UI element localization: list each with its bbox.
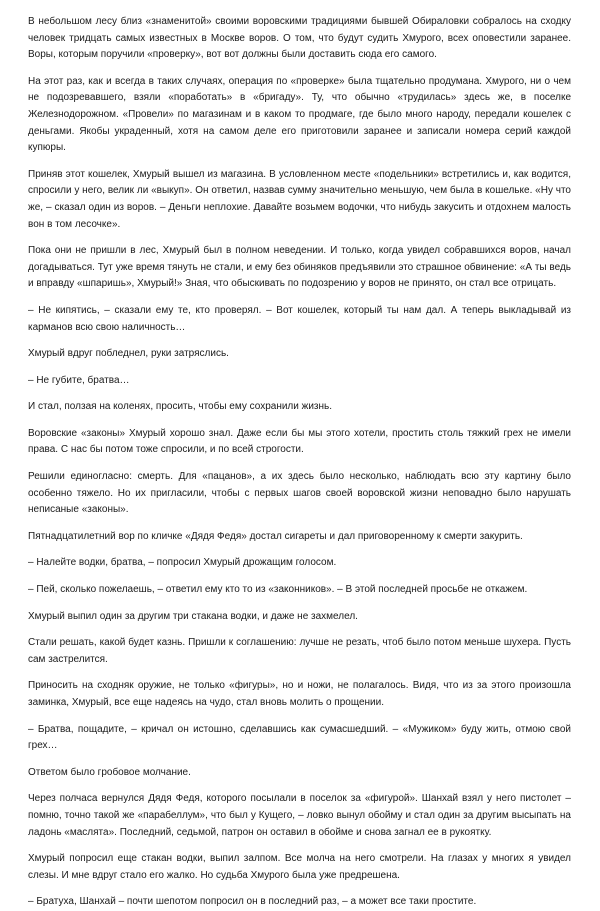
paragraph-2: На этот раз, как и всегда в таких случаях, операция по «проверке» была тщательно продумана. Хмурого, ни о чем не подозревавшего, взяли «поработать» в «бригаду». Ту, что обычно «трудилась» здесь же, в поселке Железнодорожном. «Провели» по магазинам и в каком то продмаге, где было много народу, передали кошелек с деньгами. Якобы украденный, хотя на самом деле его приготовили заранее и записали номера серий каждой купюры. bbox=[28, 75, 571, 154]
paragraph-14: Хмурый выпил один за другим три стакана водки, и даже не захмелел. bbox=[28, 610, 358, 622]
paragraph-8: И стал, ползая на коленях, просить, чтобы ему сохранили жизнь. bbox=[28, 401, 332, 413]
paragraph-18: Ответом было гробовое молчание. bbox=[28, 766, 191, 778]
paragraph-7: – Не губите, братва… bbox=[28, 374, 130, 386]
paragraph-13: – Пей, сколько пожелаешь, – ответил ему кто то из «законников». – В этой последней просьбе не откажем. bbox=[28, 584, 528, 596]
paragraph-5: – Не кипятись, – сказали ему те, кто проверял. – Вот кошелек, который ты нам дал. А теперь выкладывай из карманов всю свою наличность… bbox=[28, 304, 571, 333]
paragraph-11: Пятнадцатилетний вор по кличке «Дядя Федя» достал сигареты и дал приговоренному к смерти закурить. bbox=[28, 530, 523, 542]
paragraph-9: Воровские «законы» Хмурый хорошо знал. Даже если бы мы этого хотели, простить столь тяжкий грех не имели права. С нас бы потом тоже спросили, и по всей строгости. bbox=[28, 427, 571, 456]
paragraph-1: В небольшом лесу близ «знаменитой» своими воровскими традициями бывшей Обираловки собралось на сходку человек тридцать самых известных в Москве воров. О том, что будут судить Хмурого, всех оповестили заранее. Воры, которым поручили «проверку», вот вот должны были доставить сюда его самого. bbox=[28, 16, 571, 61]
paragraph-15: Стали решать, какой будет казнь. Пришли к соглашению: лучше не резать, чтоб было потом меньше шухера. Пусть сам застрелится. bbox=[28, 637, 571, 665]
paragraph-17: – Братва, пощадите, – кричал он истошно, сделавшись как сумасшедший. – «Мужиком» буду жить, отмою свой грех… bbox=[28, 723, 571, 752]
paragraph-6: Хмурый вдруг побледнел, руки затряслись. bbox=[28, 348, 229, 360]
paragraph-12: – Налейте водки, братва, – попросил Хмурый дрожащим голосом. bbox=[28, 557, 337, 569]
paragraph-3: Приняв этот кошелек, Хмурый вышел из магазина. В условленном месте «подельники» встретились и, как водится, спросили у него, велик ли «выкуп». Он ответил, назвав сумму значительно меньшую, чем была в кошельке. «Ну что же, – сказал один из воров. – Деньги неплохие. Давайте возьмем водочки, что нибудь закусить и отдохнем малость вон в том лесочке». bbox=[28, 168, 571, 230]
paragraph-21: – Братуха, Шанхай – почти шепотом попросил он в последний раз, – а может все таки простите. bbox=[28, 896, 477, 908]
paragraph-4: Пока они не пришли в лес, Хмурый был в полном неведении. И только, когда увидел собравшихся воров, начал догадываться. Тут уже время тянуть не стали, и ему без обиняков предъявили это страшное обвинение: «А ты ведь и вправду «шпаришь», Хмурый!» Зная, что обыскивать по подозрению у воров не принято, он стал все отрицать. bbox=[28, 245, 571, 290]
paragraph-10: Решили единогласно: смерть. Для «пацанов», а их здесь было несколько, наблюдать всю эту картину было особенно тяжело. Но их пригласили, чтобы с первых шагов своей воровской жизни неповадно было нарушать неписаные «законы». bbox=[28, 471, 571, 516]
paragraph-19: Через полчаса вернулся Дядя Федя, которого посылали в поселок за «фигурой». Шанхай взял у него пистолет – помню, точно такой же «парабеллум», что был у Кущего, – ловко вынул обойму и стал один за другим высыпать на ладонь «маслята». Последний, седьмой, патрон он оставил в обойме и снова загнал ее в рукоятку. bbox=[28, 793, 571, 838]
paragraph-16: Приносить на сходняк оружие, не только «фигуры», но и ножи, не полагалось. Видя, что из за этого произошла заминка, Хмурый, все еще надеясь на чудо, стал вновь молить о прощении. bbox=[28, 680, 571, 708]
paragraph-20: Хмурый попросил еще стакан водки, выпил залпом. Все молча на него смотрели. На глазах у многих я увидел слезы. И мне вдруг стало его жалко. Но судьба Хмурого была уже предрешена. bbox=[28, 853, 571, 881]
